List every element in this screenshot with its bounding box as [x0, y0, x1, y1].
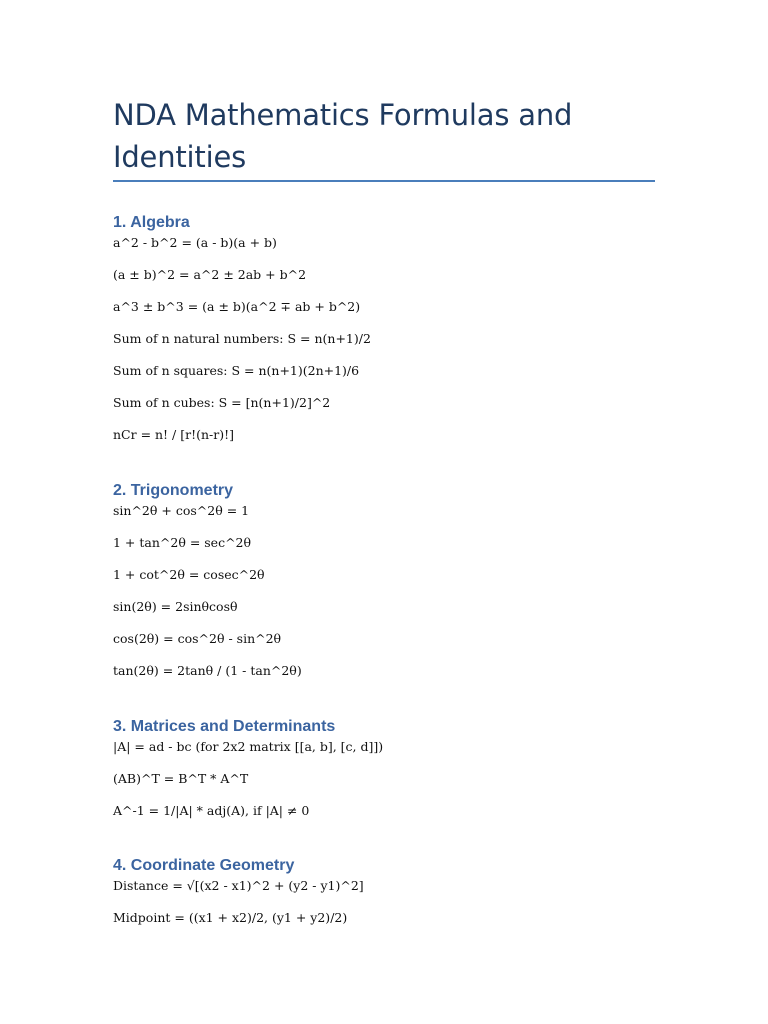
formula-line: sin^2θ + cos^2θ = 1 [113, 503, 250, 518]
formula-line: Sum of n cubes: S = [n(n+1)/2]^2 [113, 395, 331, 410]
formula-line: (a ± b)^2 = a^2 ± 2ab + b^2 [113, 267, 307, 282]
formula-line: sin(2θ) = 2sinθcosθ [113, 599, 238, 614]
page-title: NDA Mathematics Formulas and Identities [113, 98, 573, 174]
formula-line: 1 + cot^2θ = cosec^2θ [113, 567, 265, 582]
formula-line: Midpoint = ((x1 + x2)/2, (y1 + y2)/2) [113, 910, 348, 925]
section-heading: 4. Coordinate Geometry [113, 857, 295, 874]
formula-line: nCr = n! / [r!(n-r)!] [113, 427, 235, 442]
formula-line: tan(2θ) = 2tanθ / (1 - tan^2θ) [113, 663, 302, 678]
formula-line: Distance = √[(x2 - x1)^2 + (y2 - y1)^2] [113, 878, 364, 893]
formula-line: Sum of n squares: S = n(n+1)(2n+1)/6 [113, 363, 360, 378]
formula-line: cos(2θ) = cos^2θ - sin^2θ [113, 631, 282, 646]
section-heading: 1. Algebra [113, 214, 190, 231]
formula-line: 1 + tan^2θ = sec^2θ [113, 535, 252, 550]
formula-line: a^2 - b^2 = (a - b)(a + b) [113, 235, 277, 250]
title-divider [113, 180, 655, 182]
formula-line: |A| = ad - bc (for 2x2 matrix [[a, b], [c, d]]) [113, 739, 384, 754]
section-algebra [113, 213, 658, 459]
formula-line: a^3 ± b^3 = (a ± b)(a^2 ∓ ab + b^2) [113, 299, 361, 314]
section-heading: 3. Matrices and Determinants [113, 718, 336, 735]
section-heading: 2. Trigonometry [113, 482, 234, 499]
formula-line: Sum of n natural numbers: S = n(n+1)/2 [113, 331, 371, 346]
section-matrices [113, 717, 658, 835]
formula-line: (AB)^T = B^T * A^T [113, 771, 249, 786]
formula-line: A^-1 = 1/|A| * adj(A), if |A| ≠ 0 [113, 803, 310, 818]
section-trigonometry [113, 481, 658, 695]
section-coordinate-geometry [113, 856, 658, 942]
